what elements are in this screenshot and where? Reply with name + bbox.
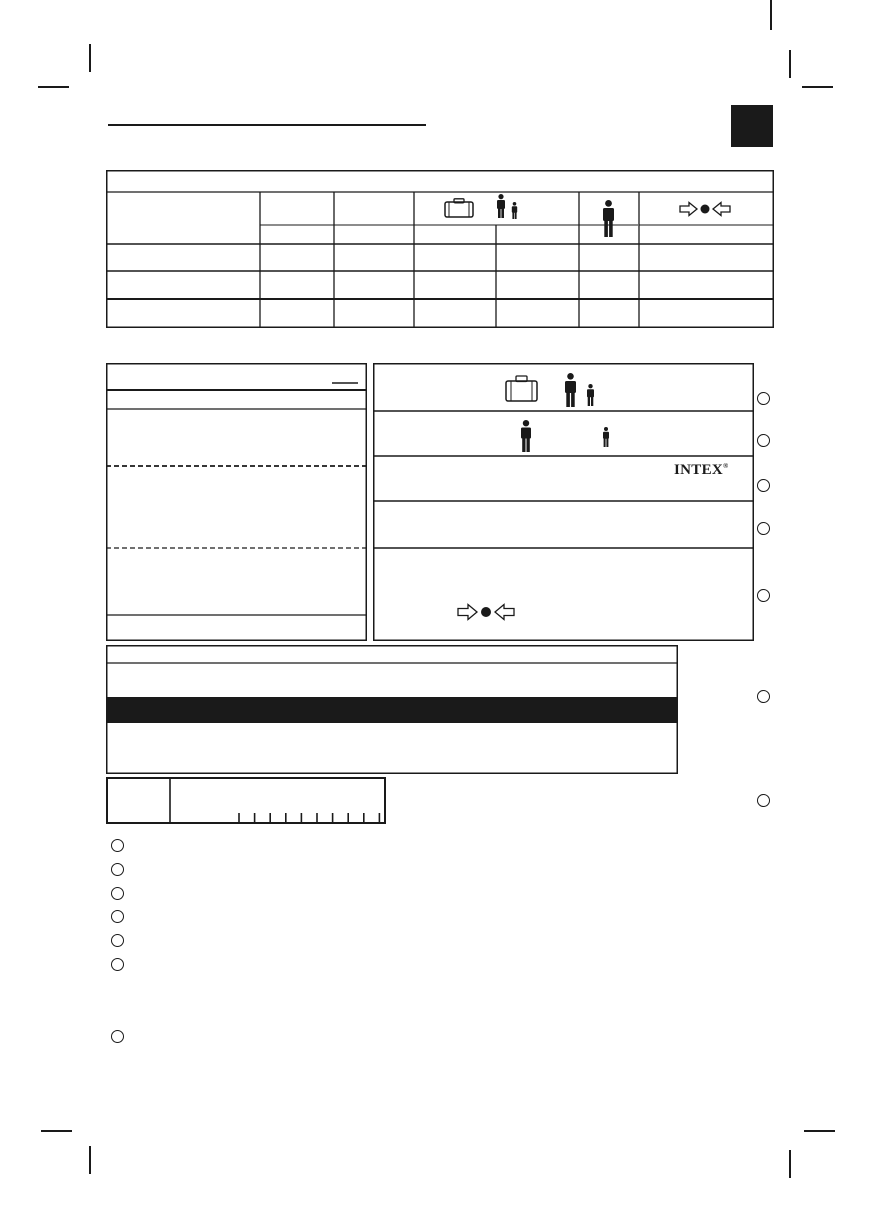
right-capacity-panel (373, 363, 754, 641)
adult-person-icon (496, 194, 506, 218)
child-person-icon (511, 202, 518, 219)
callout-circle (757, 522, 770, 535)
crop-mark-bottom-right-vertical (789, 1150, 791, 1178)
arrows-pointing-to-dot-icon (679, 201, 731, 217)
spec-table-grid (106, 170, 774, 328)
crop-mark-top-right-horizontal (802, 86, 833, 88)
title-underline (108, 124, 426, 126)
intex-logo (674, 462, 729, 479)
callout-circle (757, 479, 770, 492)
intex-logo-text: INTEX (674, 462, 724, 478)
list-item-circle (111, 863, 124, 876)
adult-person-icon (564, 373, 577, 407)
list-item-circle (111, 934, 124, 947)
callout-circle (757, 589, 770, 602)
crop-mark-top-left-horizontal (38, 86, 69, 88)
crop-mark-bottom-right-horizontal (804, 1130, 835, 1132)
list-item-circle (111, 1030, 124, 1043)
list-item-circle (111, 887, 124, 900)
callout-circle (757, 434, 770, 447)
child-person-icon (586, 384, 595, 406)
crop-mark-top-left-vertical (89, 44, 91, 72)
registered-mark: ® (723, 462, 729, 470)
crop-mark-top-center-right-vertical (770, 0, 772, 30)
crop-mark-bottom-left-vertical (89, 1146, 91, 1174)
callout-circle (757, 392, 770, 405)
arrows-pointing-to-dot-icon (457, 603, 515, 621)
list-item-circle (111, 910, 124, 923)
crop-mark-top-right-vertical (789, 50, 791, 78)
child-person-icon (602, 427, 610, 447)
suitcase-icon (505, 375, 538, 402)
crop-mark-bottom-left-horizontal (41, 1130, 72, 1132)
language-tab-block (731, 105, 773, 147)
warning-box (106, 645, 678, 774)
left-instruction-panel (106, 363, 367, 641)
adult-person-icon (520, 420, 532, 452)
suitcase-icon (444, 198, 474, 218)
spec-table (106, 170, 774, 328)
list-item-circle (111, 839, 124, 852)
list-item-circle (111, 958, 124, 971)
callout-circle (757, 690, 770, 703)
date-code-scale (106, 777, 386, 824)
callout-circle (757, 794, 770, 807)
adult-person-icon (602, 200, 615, 237)
